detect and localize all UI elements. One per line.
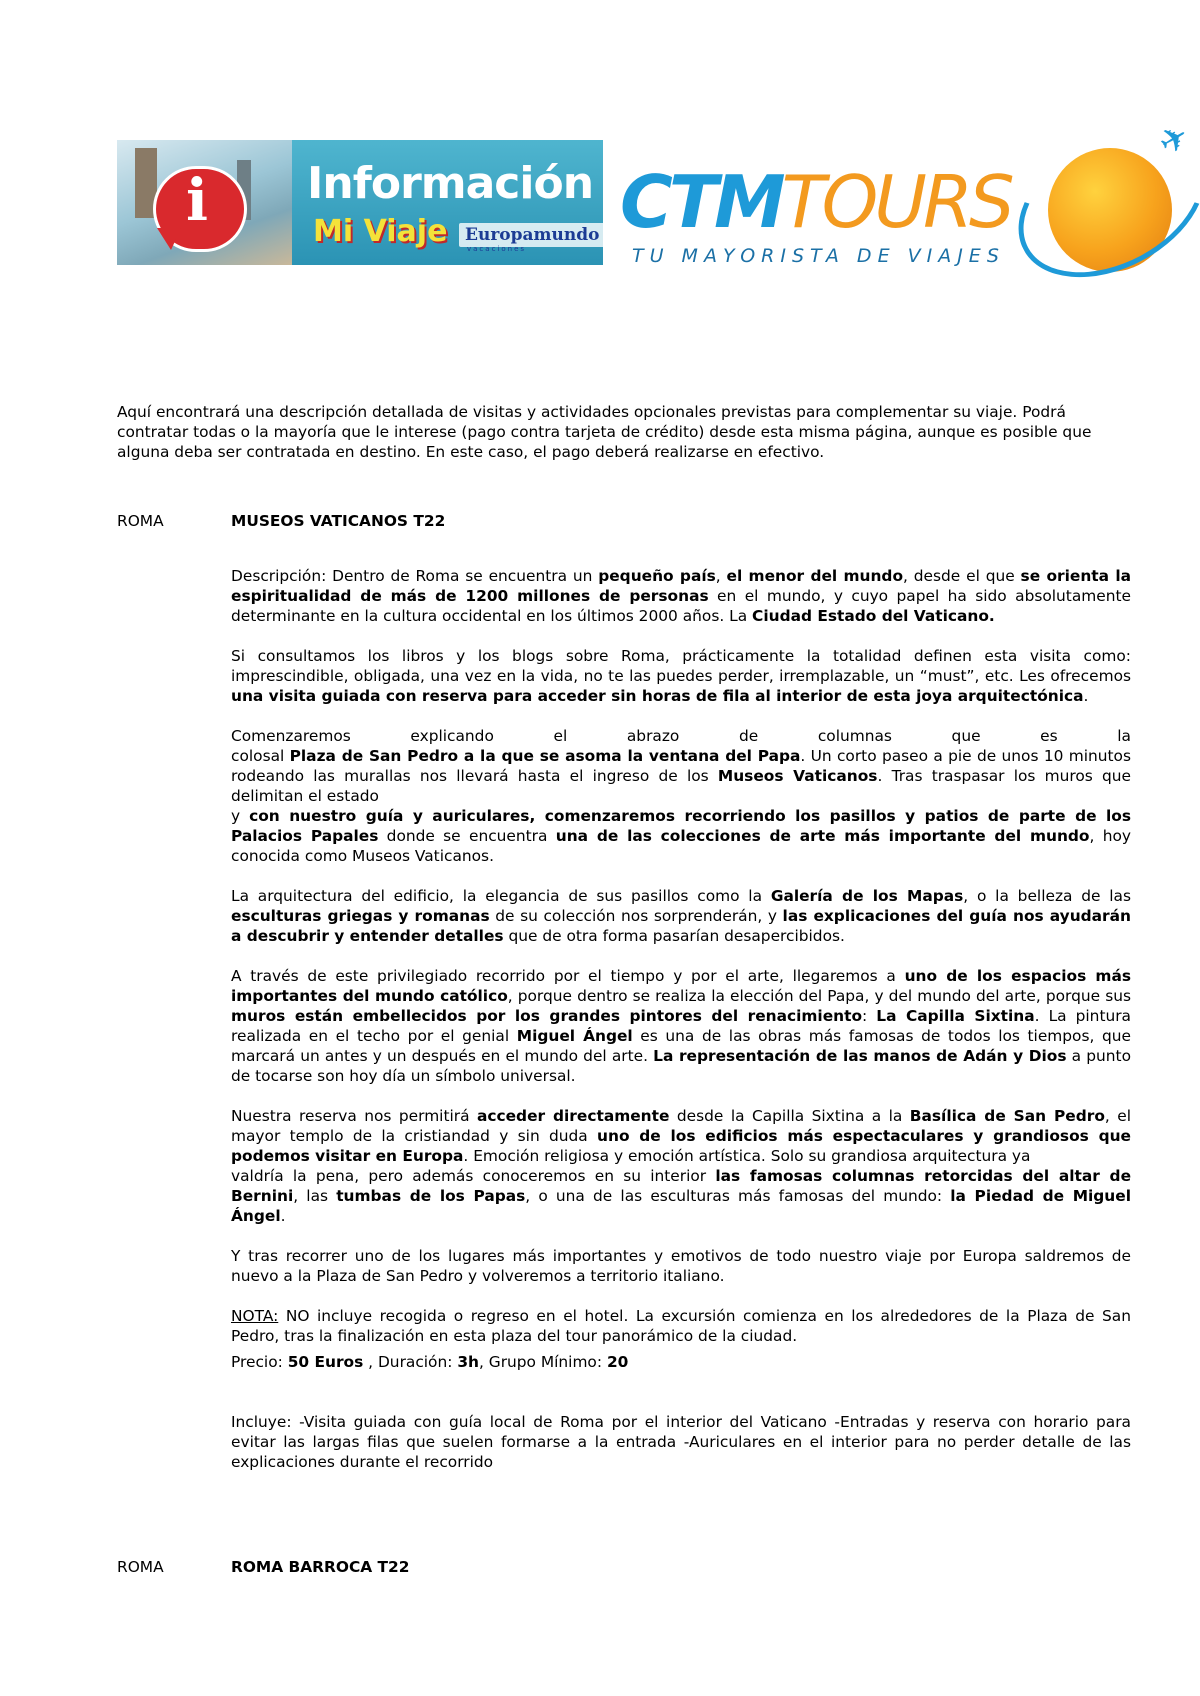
tour-title: MUSEOS VATICANOS T22 xyxy=(231,512,446,530)
intro-paragraph: Aquí encontrará una descripción detallada de visitas y actividades opcionales previstas para complementar su viaje. Podrá contratar todas o la mayoría que le interese (pago contra tarjeta de crédito) desde esta misma página, aunque es posible que alguna deba ser contratada en destino. En este caso, el pago deberá realizarse en efectivo. xyxy=(117,403,1092,461)
description-paragraph: Y tras recorrer uno de los lugares más importantes y emotivos de todo nuestro viaje por Europa saldremos de nuevo a la Plaza de San Pedro y volveremos a territorio italiano. xyxy=(231,1247,1131,1285)
tour-city: ROMA xyxy=(117,1558,164,1576)
note-label: NOTA: xyxy=(231,1307,279,1325)
brand-name: CTMTOURS xyxy=(620,160,1011,244)
partner-logo: Europamundo xyxy=(459,223,603,247)
note-paragraph: NOTA: NO incluye recogida o regreso en el hotel. La excursión comienza en los alrededores de la Plaza de San Pedro, tras la finalización en esta plaza del tour panorámico de la ciudad. xyxy=(231,1307,1131,1345)
group-minimum-value: 20 xyxy=(606,1353,629,1371)
description-paragraph: Descripción: Dentro de Roma se encuentra un pequeño país, el menor del mundo, desde el que se orienta la espiritualidad de más de 1200 millones de personas en el mundo, y cuyo papel ha sido absolutamente determinante en la cultura occidental en los últimos 2000 años. La Ciudad Estado del Vaticano. xyxy=(231,567,1131,625)
landmarks-collage: i xyxy=(117,140,292,265)
description-paragraph: Comenzaremos explicando el abrazo de columnas que es la xyxy=(231,727,1131,745)
info-banner xyxy=(117,140,603,265)
ctm-tours-logo xyxy=(620,115,1200,280)
includes-paragraph: Incluye: -Visita guiada con guía local de Roma por el interior del Vaticano -Entradas y reserva con horario para evitar las largas filas que suelen formarse a la entrada -Auriculares en el interior para no perder detalle de las explicaciones durante el recorrido xyxy=(231,1413,1131,1471)
description-paragraph: A través de este privilegiado recorrido por el tiempo y por el arte, llegaremos a uno de los espacios más importantes del mundo católico, porque dentro se realiza la elección del Papa, y del mundo del arte, porque sus muros están embellecidos por los grandes pintores del renacimiento: La Capilla Sixtina. La pintura realizada en el techo por el genial Miguel Ángel es una de las obras más famosas de todos los tiempos, que marcará un antes y un después en el mundo del arte. La representación de las manos de Adán y Dios a punto de tocarse son hoy día un símbolo universal. xyxy=(231,967,1131,1085)
description-paragraph: La arquitectura del edificio, la elegancia de sus pasillos como la Galería de los Mapas, o la belleza de las esculturas griegas y romanas de su colección nos sorprenderán, y las explicaciones del guía nos ayudarán a descubrir y entender detalles que de otra forma pasarían desapercibidos. xyxy=(231,887,1131,945)
info-banner-title: Información xyxy=(307,158,594,209)
price-line: Precio: 50 Euros , Duración: 3h, Grupo Mínimo: 20 xyxy=(231,1353,629,1371)
tour-city: ROMA xyxy=(117,512,164,530)
description-paragraph: colosal Plaza de San Pedro a la que se asoma la ventana del Papa. Un corto paseo a pie de unos 10 minutos rodeando las murallas nos llevará hasta el ingreso de los Museos Vaticanos. Tras traspasar los muros que delimitan el estado xyxy=(231,747,1131,805)
info-banner-subtitle: Mi Viaje xyxy=(313,214,448,249)
description-paragraph: Nuestra reserva nos permitirá acceder directamente desde la Capilla Sixtina a la Basílica de San Pedro, el mayor templo de la cristiandad y sin duda uno de los edificios más espectaculares y grandiosos que podemos visitar en Europa. Emoción religiosa y emoción artística. Solo su grandiosa arquitectura ya xyxy=(231,1107,1132,1165)
tour-description xyxy=(231,566,1131,1472)
price-value: 50 Euros xyxy=(287,1353,364,1371)
partner-logo-sub: vacaciones xyxy=(467,245,527,253)
brand-tagline: TU MAYORISTA DE VIAJES xyxy=(632,245,1005,267)
tour-title: ROMA BARROCA T22 xyxy=(231,1558,410,1576)
description-paragraph: valdría la pena, pero además conoceremos en su interior las famosas columnas retorcidas del altar de Bernini, las tumbas de los Papas, o una de las esculturas más famosas del mundo: la Piedad de Miguel Ángel. xyxy=(231,1167,1132,1225)
duration-value: 3h xyxy=(457,1353,479,1371)
description-paragraph: y con nuestro guía y auriculares, comenzaremos recorriendo los pasillos y patios de parte de los Palacios Papales donde se encuentra una de las colecciones de arte más importante del mundo, hoy conocida como Museos Vaticanos. xyxy=(231,807,1131,865)
airplane-icon: ✈ xyxy=(1151,115,1197,165)
description-paragraph: Si consultamos los libros y los blogs sobre Roma, prácticamente la totalidad definen esta visita como: imprescindible, obligada, una vez en la vida, no te las puedes perder, irremplazable, un “must”, etc. Les ofrecemos una visita guiada con reserva para acceder sin horas de fila al interior de esta joya arquitectónica. xyxy=(231,647,1131,705)
